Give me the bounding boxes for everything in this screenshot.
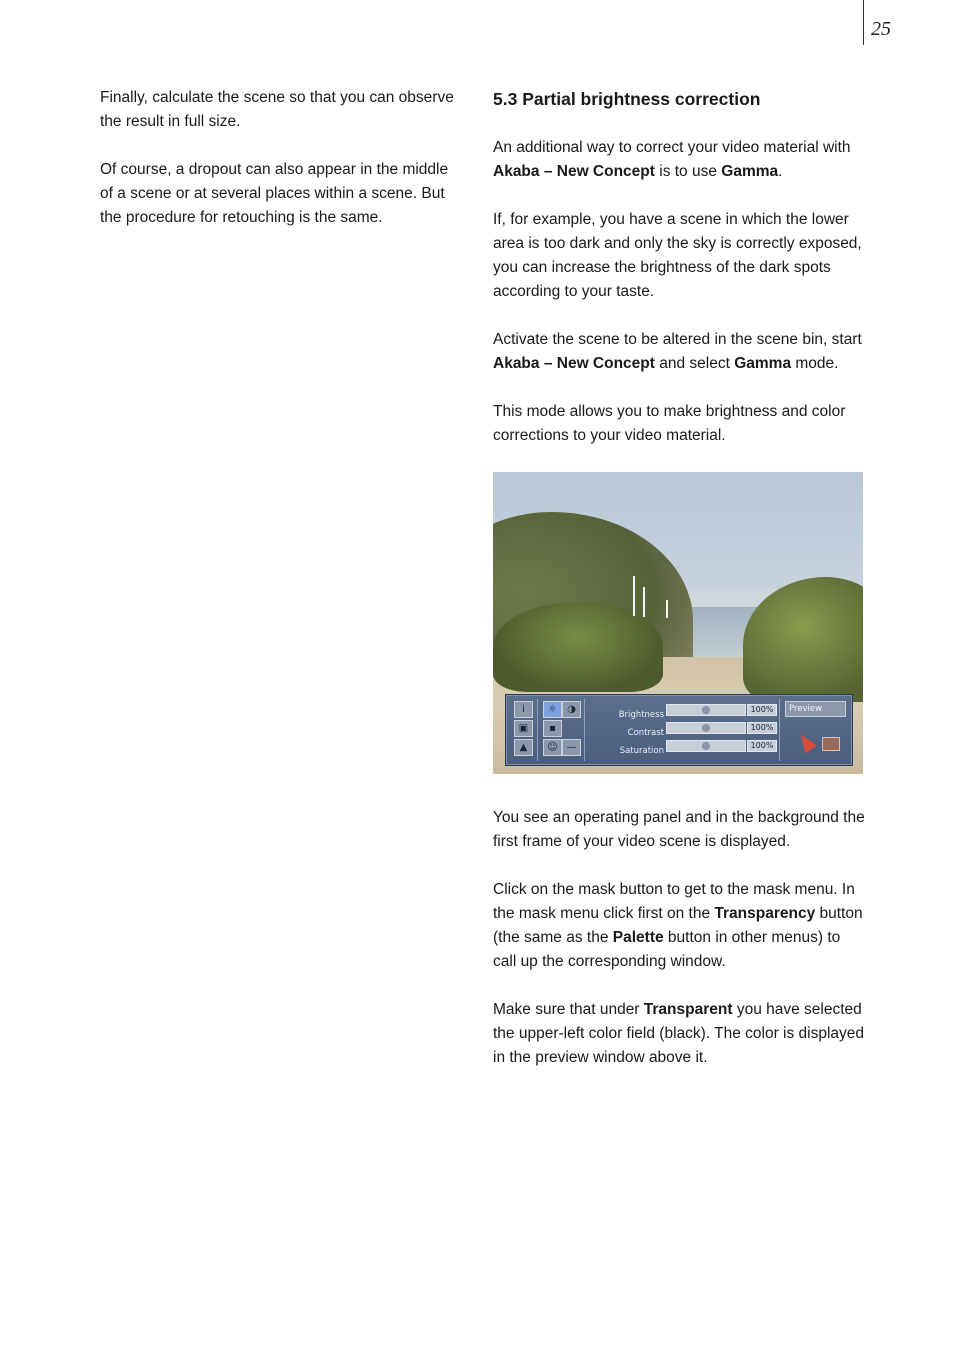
bold-term: Palette <box>612 929 664 946</box>
slider-label: Contrast <box>627 728 664 738</box>
paragraph <box>493 878 865 974</box>
face-icon[interactable]: ☺ <box>543 739 562 756</box>
bold-term: Akaba – New Concept <box>493 355 655 372</box>
paragraph: Finally, calculate the scene so that you can observe the result in full size. <box>100 89 454 130</box>
slider-track[interactable] <box>666 722 746 734</box>
paragraph <box>493 136 865 184</box>
text: An additional way to correct your video material with <box>493 139 851 156</box>
slider-knob[interactable] <box>702 706 710 714</box>
divider <box>584 699 585 761</box>
mask-button[interactable]: ▣ <box>514 720 533 737</box>
cursor-icon[interactable] <box>795 731 817 754</box>
slider-value: 100% <box>747 722 777 734</box>
page-number: 25 <box>871 18 891 40</box>
text: mode. <box>791 355 839 372</box>
text: Activate the scene to be altered in the scene bin, start <box>493 331 862 348</box>
operating-panel <box>505 694 853 766</box>
text: . <box>778 163 783 180</box>
slider-label: Saturation <box>619 746 664 756</box>
color-icon[interactable]: ▪ <box>543 720 562 737</box>
section-heading: 5.3 Partial brightness correction <box>493 89 761 109</box>
text: is to use <box>654 163 722 180</box>
bush <box>493 602 663 692</box>
sailboat-mast <box>643 587 645 617</box>
slider-value: 100% <box>747 704 777 716</box>
slider-track[interactable] <box>666 740 746 752</box>
header-rule <box>863 0 864 45</box>
bold-term: Gamma <box>734 355 792 372</box>
minus-icon[interactable]: — <box>562 739 581 756</box>
text: you have selected the upper-left color field (black). The color is displayed in the preview window above it. <box>493 1001 865 1066</box>
slider-track[interactable] <box>666 704 746 716</box>
text: and select <box>654 355 735 372</box>
text: button in other menus) to call up the corresponding window. <box>493 929 841 970</box>
preview-button[interactable]: Preview <box>785 701 846 717</box>
paragraph <box>493 998 865 1070</box>
info-button[interactable]: i <box>514 701 533 718</box>
bush <box>743 577 863 702</box>
sun-icon[interactable]: ☼ <box>543 701 562 718</box>
bold-term: Transparent <box>643 1001 733 1018</box>
divider <box>537 699 538 761</box>
exit-icon[interactable] <box>822 737 840 751</box>
bold-term: Transparency <box>714 905 816 922</box>
text: Make sure that under <box>493 1001 644 1018</box>
bold-term: Akaba – New Concept <box>493 163 655 180</box>
text: button (the same as the <box>493 905 863 946</box>
contrast-icon[interactable]: ◑ <box>562 701 581 718</box>
bold-term: Gamma <box>721 163 779 180</box>
move-button[interactable]: ▲ <box>514 739 533 756</box>
gamma-mode-screenshot <box>493 472 863 774</box>
slider-knob[interactable] <box>702 742 710 750</box>
paragraph: If, for example, you have a scene in which the lower area is too dark and only the sky is correctly exposed, you can increase the brightness of the dark spots according to your taste. <box>493 211 862 300</box>
slider-value: 100% <box>747 740 777 752</box>
paragraph <box>493 328 865 376</box>
paragraph: You see an operating panel and in the background the first frame of your video scene is displayed. <box>493 809 865 850</box>
sailboat-mast <box>666 600 668 618</box>
paragraph: Of course, a dropout can also appear in the middle of a scene or at several places within a scene. But the procedure for retouching is the same. <box>100 161 449 226</box>
left-column <box>100 86 460 254</box>
right-column <box>493 86 865 1094</box>
slider-label: Brightness <box>618 710 664 720</box>
paragraph: This mode allows you to make brightness and color corrections to your video material. <box>493 403 846 444</box>
sailboat-mast <box>633 576 635 616</box>
divider <box>779 699 780 761</box>
slider-knob[interactable] <box>702 724 710 732</box>
text: Click on the mask button to get to the mask menu. In the mask menu click first on the <box>493 881 855 922</box>
